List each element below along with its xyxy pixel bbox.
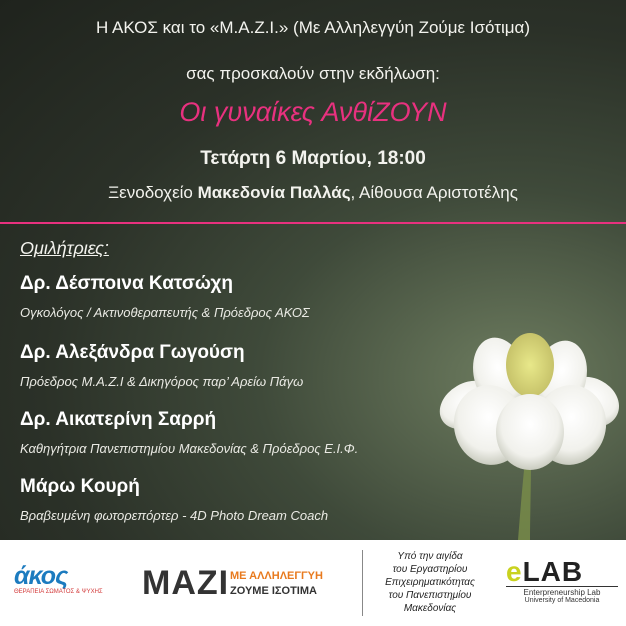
mazi-tagline-1: ΜΕ ΑΛΛΗΛΕΓΓΥΗ (230, 570, 323, 582)
akos-wordmark: άκος (14, 562, 68, 590)
speaker-name: Δρ. Αικατερίνη Σαρρή (20, 409, 217, 430)
patronage-line: Επιχειρηματικότητας (385, 577, 475, 588)
speaker-role: Ογκολόγος / Ακτινοθεραπευτής & Πρόεδρος ΑΚΟΣ (20, 305, 310, 320)
elab-lab: LAB (522, 556, 584, 587)
speaker-role: Πρόεδρος Μ.Α.Ζ.Ι & Δικηγόρος παρ’ Αρείω Πάγω (20, 374, 304, 389)
pink-divider (0, 222, 626, 224)
mazi-wordmark: MAZI (142, 564, 230, 602)
white-flower-image (430, 320, 626, 540)
speaker-name: Δρ. Δέσποινα Κατσώχη (20, 273, 234, 294)
elab-wordmark (506, 556, 618, 588)
mazi-tagline-2: ΖΟΥΜΕ ΙΣΟΤΙΜΑ (230, 585, 317, 597)
elab-e: e (506, 556, 523, 587)
elab-university: University of Macedonia (524, 597, 600, 604)
elab-tagline: Enterpreneurship Lab (506, 586, 618, 597)
patronage-text (370, 550, 490, 615)
speaker-role: Βραβευμένη φωτορεπόρτερ - 4D Photo Dream Coach (20, 508, 329, 523)
speaker-name: Μάρω Κουρή (20, 476, 140, 497)
elab-logo (506, 556, 618, 604)
footer-separator (362, 550, 363, 616)
patronage-line: Μακεδονίας (403, 603, 457, 614)
patronage-line: του Εργαστηρίου (392, 564, 468, 575)
event-date: Τετάρτη 6 Μαρτίου, 18:00 (200, 148, 426, 169)
akos-logo (14, 562, 126, 595)
venue-hotel: Μακεδονία Παλλάς (197, 183, 351, 202)
venue-prefix: Ξενοδοχείο (108, 183, 198, 202)
akos-tagline: ΘΕΡΑΠΕΙΑ ΣΩΜΑΤΟΣ & ΨΥΧΗΣ (14, 589, 103, 595)
patronage-line: Υπό την αιγίδα (397, 551, 463, 562)
speaker-role: Καθηγήτρια Πανεπιστημίου Μακεδονίας & Πρόεδρος Ε.Ι.Φ. (20, 441, 359, 456)
event-venue (0, 183, 626, 203)
speakers-heading: Ομιλήτριες: (20, 238, 109, 258)
mazi-logo (142, 564, 357, 608)
event-title: Οι γυναίκες ΑνθίΖΟΥΝ (179, 97, 447, 127)
invitation-line: σας προσκαλούν στην εκδήλωση: (186, 64, 440, 83)
patronage-line: του Πανεπιστημίου (388, 590, 472, 601)
footer-logos (0, 540, 626, 626)
speaker-name: Δρ. Αλεξάνδρα Γωγούση (20, 342, 245, 363)
organizers-line: Η ΑΚΟΣ και το «Μ.Α.Ζ.Ι.» (Με Αλληλεγγύη Ζούμε Ισότιμα) (95, 18, 531, 37)
venue-suffix: , Αίθουσα Αριστοτέλης (350, 183, 518, 202)
